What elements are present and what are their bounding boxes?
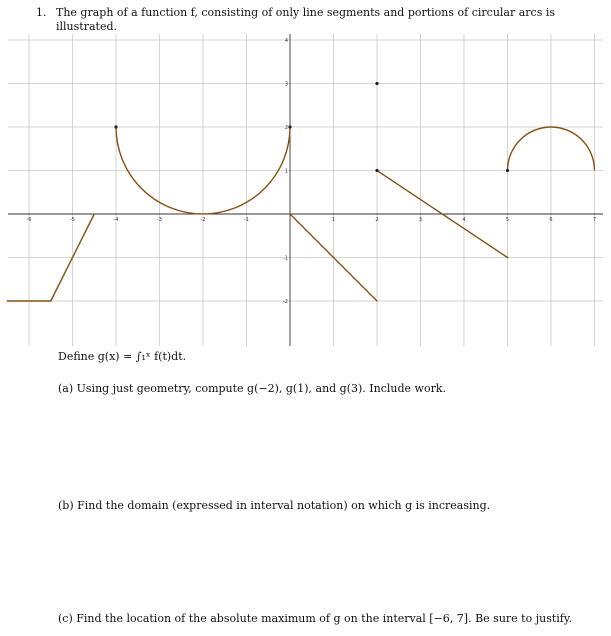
y-tick-label: 3 [284, 81, 288, 88]
x-tick-label: -3 [157, 217, 162, 223]
endpoint-dot [288, 125, 291, 128]
x-tick-label: -5 [70, 217, 75, 223]
x-tick-label: 6 [549, 217, 553, 223]
tick-labels [27, 38, 597, 305]
x-tick-label: -1 [244, 217, 249, 223]
x-tick-label: 5 [505, 217, 510, 223]
y-tick-label: -2 [283, 299, 288, 305]
function-graph [0, 30, 611, 350]
x-tick-label: -6 [26, 217, 32, 223]
endpoint-dot [114, 125, 117, 128]
y-tick-label: 4 [284, 38, 288, 44]
part-a: (a) Using just geometry, compute g(−2), g(1), and g(3). Include work. [58, 382, 447, 395]
part-b: (b) Find the domain (expressed in interval notation) on which g is increasing. [58, 499, 491, 512]
x-tick-label: 2 [375, 217, 379, 223]
question-intro: The graph of a function f, consisting of only line segments and portions of circular arcs is illustrated. [56, 6, 556, 33]
x-tick-label: -2 [200, 217, 206, 223]
y-tick-label: 1 [284, 168, 288, 175]
x-tick-label: 7 [592, 217, 597, 223]
y-tick-label: 2 [284, 125, 288, 131]
y-tick-label: -1 [283, 255, 288, 262]
endpoint-dot [375, 169, 378, 172]
x-tick-label: 4 [462, 217, 466, 223]
grid [8, 34, 603, 346]
endpoint-dot [506, 169, 509, 172]
definition-g: Define g(x) = ∫₁ˣ f(t)dt. [58, 350, 187, 363]
x-tick-label: 3 [418, 217, 423, 223]
axes [8, 34, 603, 346]
x-tick-label: -4 [113, 217, 119, 223]
question-number: 1. [36, 6, 47, 19]
endpoint-dot [375, 82, 378, 85]
part-c: (c) Find the location of the absolute maximum of g on the interval [−6, 7]. Be sure to justify. [58, 612, 573, 625]
x-tick-label: 1 [331, 217, 336, 223]
